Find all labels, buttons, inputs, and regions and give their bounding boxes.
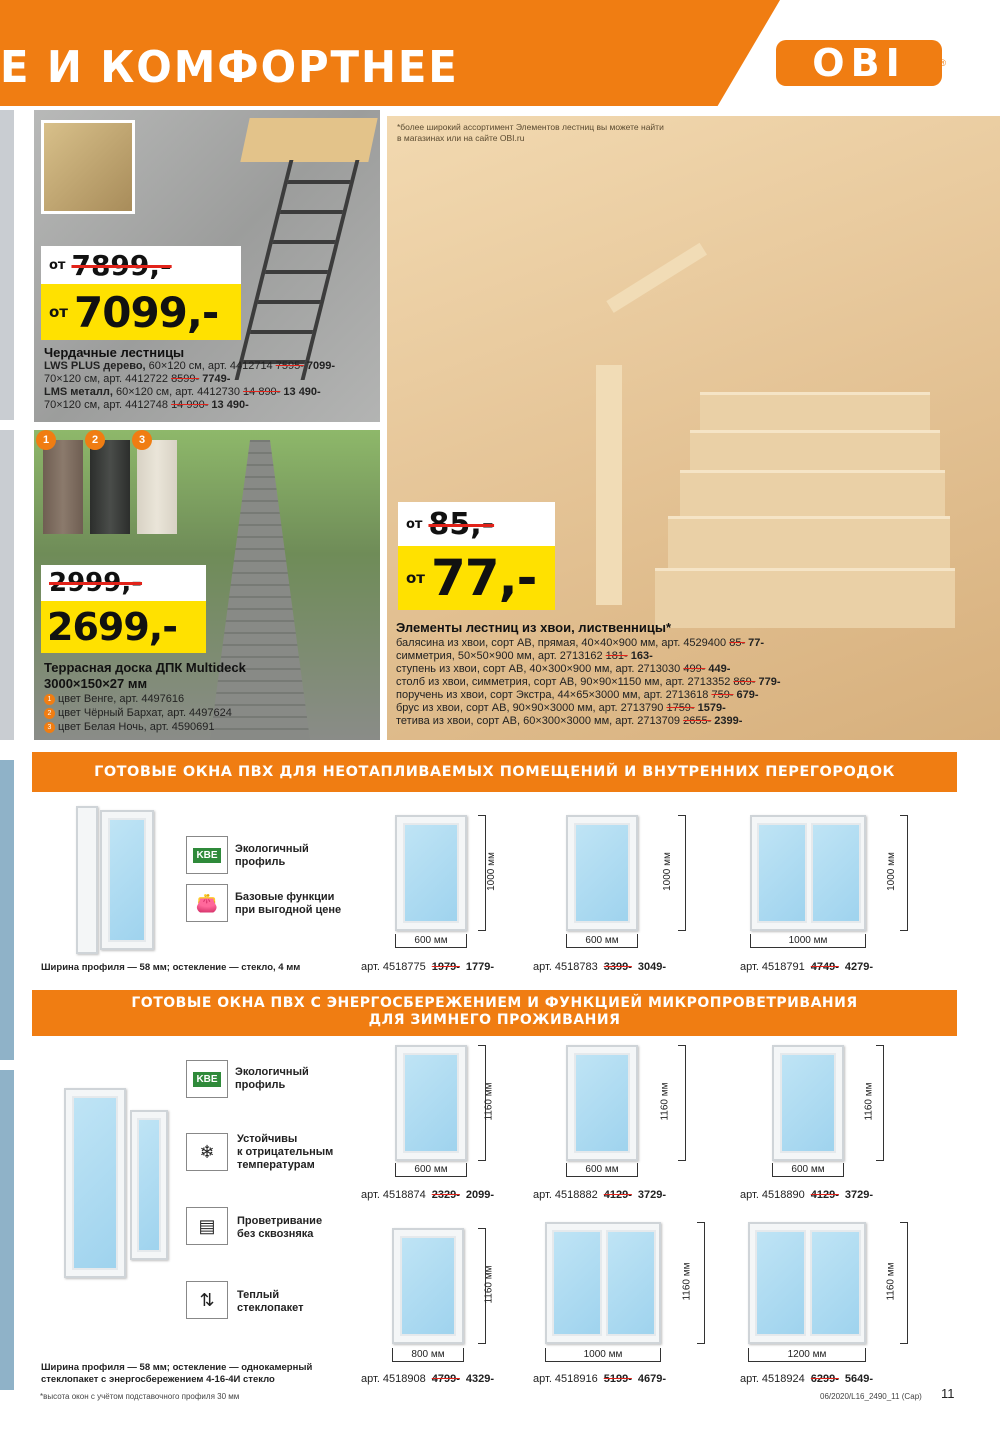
registered-mark: ®	[939, 58, 946, 68]
width-dimension: 800 мм	[392, 1348, 464, 1362]
open-window-illustration	[64, 1088, 168, 1278]
swatch-number-badge: 3	[132, 430, 152, 450]
obi-logo[interactable]	[776, 40, 946, 86]
stairs-line: тетива из хвои, сорт АВ, 60×300×3000 мм, арт. 2713709 2655- 2399-	[396, 715, 743, 727]
swatch-white-night[interactable]	[137, 440, 177, 534]
height-dimension	[697, 1222, 705, 1344]
window-article: арт. 4518908 4799- 4329-	[361, 1373, 495, 1385]
height-footnote: *высота окон с учётом подставочного профиля 30 мм	[40, 1392, 240, 1401]
snowflake-house-icon: ❄	[186, 1133, 228, 1171]
side-strip	[0, 1070, 14, 1390]
height-label: 1160 мм	[681, 1262, 693, 1301]
wallet-icon: 👛	[186, 884, 228, 922]
stair-step	[690, 430, 940, 470]
window-article: арт. 4518890 4129- 3729-	[740, 1189, 874, 1201]
stairs-line: столб из хвои, симметрия, сорт АВ, 90×90×1150 мм, арт. 2713352 869- 779-	[396, 676, 781, 688]
deck-size: 3000×150×27 мм	[44, 676, 148, 691]
window-double[interactable]	[750, 815, 866, 931]
window-double[interactable]	[545, 1222, 661, 1344]
feature-text: Устойчивы к отрицательным температурам	[237, 1133, 334, 1171]
ventilation-icon: ▤	[186, 1207, 228, 1245]
stairs-old-price: 85,-	[428, 506, 495, 542]
attic-new-price-tag	[41, 284, 241, 340]
window-single[interactable]	[395, 1045, 467, 1161]
warm-glass-icon: ⇅	[186, 1281, 228, 1319]
window-tilt-turn[interactable]	[566, 815, 638, 931]
attic-hatch-frame	[240, 118, 377, 162]
stair-step	[700, 392, 930, 430]
width-dimension: 600 мм	[772, 1163, 844, 1177]
feature-text: Теплый стеклопакет	[237, 1289, 304, 1314]
from-label: от	[406, 516, 423, 532]
height-label: 1000 мм	[661, 852, 673, 891]
stair-step	[655, 568, 955, 628]
attic-new-price: 7099,-	[74, 287, 219, 337]
window-double[interactable]	[748, 1222, 866, 1344]
height-label: 1000 мм	[885, 852, 897, 891]
attic-line: 70×120 см, арт. 4412722 8599- 7749-	[44, 373, 231, 385]
swatch-number-badge: 1	[36, 430, 56, 450]
height-dimension	[900, 815, 908, 931]
deck-old-price-tag	[41, 565, 206, 601]
feature-text: Экологичный профиль	[235, 1066, 309, 1091]
height-label: 1160 мм	[659, 1082, 671, 1121]
height-dimension	[900, 1222, 908, 1344]
window-tilt-turn[interactable]	[566, 1045, 638, 1161]
width-dimension: 1000 мм	[750, 934, 866, 948]
profile-note: Ширина профиля — 58 мм; остекление — стекло, 4 мм	[41, 962, 301, 973]
window-article: арт. 4518791 4749- 4279-	[740, 961, 874, 973]
deck-color-line: 3 цвет Белая Ночь, арт. 4590691	[44, 721, 215, 734]
stairs-new-price: 77,-	[431, 549, 537, 607]
side-strip	[0, 430, 14, 740]
swatch-wenge[interactable]	[43, 440, 83, 534]
from-label: от	[49, 303, 68, 321]
windows2-banner-line2: ДЛЯ ЗИМНЕГО ПРОЖИВАНИЯ	[368, 1012, 621, 1028]
from-label: от	[49, 257, 66, 273]
window-tilt-turn[interactable]	[392, 1228, 464, 1344]
window-article: арт. 4518775 1979- 1779-	[361, 961, 495, 973]
height-label: 1160 мм	[483, 1265, 495, 1304]
window-tilt-turn[interactable]	[772, 1045, 844, 1161]
stairs-new-price-tag	[398, 546, 555, 610]
attic-old-price-tag	[41, 246, 241, 284]
window-article: арт. 4518874 2329- 2099-	[361, 1189, 495, 1201]
swatch-black-velvet[interactable]	[90, 440, 130, 534]
from-label: от	[406, 569, 425, 587]
stair-newel-post	[596, 365, 622, 605]
stairs-line: брус из хвои, сорт АВ, 90×90×3000 мм, арт. 2713790 1759- 1579-	[396, 702, 726, 714]
deck-title: Террасная доска ДПК Multideck	[44, 660, 246, 675]
window-article: арт. 4518924 6299- 5649-	[740, 1373, 874, 1385]
attic-line: LMS металл, 60×120 см, арт. 4412730 14 890- 13 490-	[44, 386, 321, 398]
swatch-number-badge: 2	[85, 430, 105, 450]
attic-old-price: 7899,-	[71, 248, 172, 282]
attic-hatch-inset-photo	[41, 120, 135, 214]
feature-text: Проветривание без сквозняка	[237, 1215, 323, 1240]
width-dimension: 1000 мм	[545, 1348, 661, 1362]
width-dimension: 600 мм	[566, 934, 638, 948]
height-label: 1160 мм	[885, 1262, 897, 1301]
window-single[interactable]	[395, 815, 467, 931]
stairs-assortment-note: *более широкий ассортимент Элементов лестниц вы можете найти в магазинах или на сайте OBI.ru	[397, 122, 664, 143]
windows2-banner	[32, 990, 957, 1036]
stairs-old-price-tag	[398, 502, 555, 546]
width-dimension: 600 мм	[395, 934, 467, 948]
window-article: арт. 4518916 5199- 4679-	[533, 1373, 667, 1385]
profile-note: Ширина профиля — 58 мм; остекление — однокамерный стеклопакет с энергосбережением 4-16-4И стекло	[41, 1362, 313, 1385]
height-label: 1000 мм	[485, 852, 497, 891]
open-window-illustration	[76, 806, 154, 954]
deck-new-price-tag	[41, 601, 206, 653]
feature-text: Экологичный профиль	[235, 843, 309, 868]
attic-line: 70×120 см, арт. 4412748 14 990- 13 490-	[44, 399, 249, 411]
obi-logo-text: OBI	[776, 40, 942, 86]
deck-old-price: 2999,-	[49, 568, 143, 598]
attic-title: Чердачные лестницы	[44, 345, 185, 360]
window-article: арт. 4518882 4129- 3729-	[533, 1189, 667, 1201]
height-label: 1160 мм	[863, 1082, 875, 1121]
feature-text: Базовые функции при выгодной цене	[235, 891, 342, 916]
deck-new-price: 2699,-	[47, 605, 177, 649]
side-strip	[0, 760, 14, 1060]
height-dimension	[678, 1045, 686, 1161]
stairs-title: Элементы лестниц из хвои, лиственницы*	[396, 620, 672, 635]
width-dimension: 600 мм	[395, 1163, 467, 1177]
deck-color-line: 2 цвет Чёрный Бархат, арт. 4497624	[44, 707, 232, 720]
stair-step	[680, 470, 945, 516]
stairs-line: поручень из хвои, сорт Экстра, 44×65×3000 мм, арт. 2713618 759- 679-	[396, 689, 759, 701]
width-dimension: 600 мм	[566, 1163, 638, 1177]
stairs-line: балясина из хвои, сорт АВ, прямая, 40×40×900 мм, арт. 4529400 85- 77-	[396, 637, 765, 649]
height-label: 1160 мм	[483, 1082, 495, 1121]
deck-color-line: 1 цвет Венге, арт. 4497616	[44, 693, 184, 706]
height-dimension	[876, 1045, 884, 1161]
kbe-logo-icon: KBE	[186, 1060, 228, 1098]
stair-step	[668, 516, 950, 568]
kbe-logo-icon: KBE	[186, 836, 228, 874]
height-dimension	[678, 815, 686, 931]
stairs-line: ступень из хвои, сорт АВ, 40×300×900 мм, арт. 2713030 499- 449-	[396, 663, 731, 675]
print-code: 06/2020/L16_2490_11 (Сар)	[820, 1392, 922, 1401]
page-title: Е И КОМФОРТНЕЕ	[0, 42, 459, 93]
attic-line: LWS PLUS дерево, 60×120 см, арт. 4412714 7595- 7099-	[44, 360, 336, 372]
page-number: 11	[941, 1386, 955, 1401]
windows1-banner: ГОТОВЫЕ ОКНА ПВХ ДЛЯ НЕОТАПЛИВАЕМЫХ ПОМЕЩЕНИЙ И ВНУТРЕННИХ ПЕРЕГОРОДОК	[32, 752, 957, 792]
width-dimension: 1200 мм	[748, 1348, 866, 1362]
window-article: арт. 4518783 3399- 3049-	[533, 961, 667, 973]
stairs-line: симметрия, 50×50×900 мм, арт. 2713162 181- 163-	[396, 650, 653, 662]
height-dimension	[478, 815, 486, 931]
side-strip	[0, 110, 14, 420]
windows2-banner-line1: ГОТОВЫЕ ОКНА ПВХ С ЭНЕРГОСБЕРЕЖЕНИЕМ И ФУНКЦИЕЙ МИКРОПРОВЕТРИВАНИЯ	[131, 995, 858, 1011]
